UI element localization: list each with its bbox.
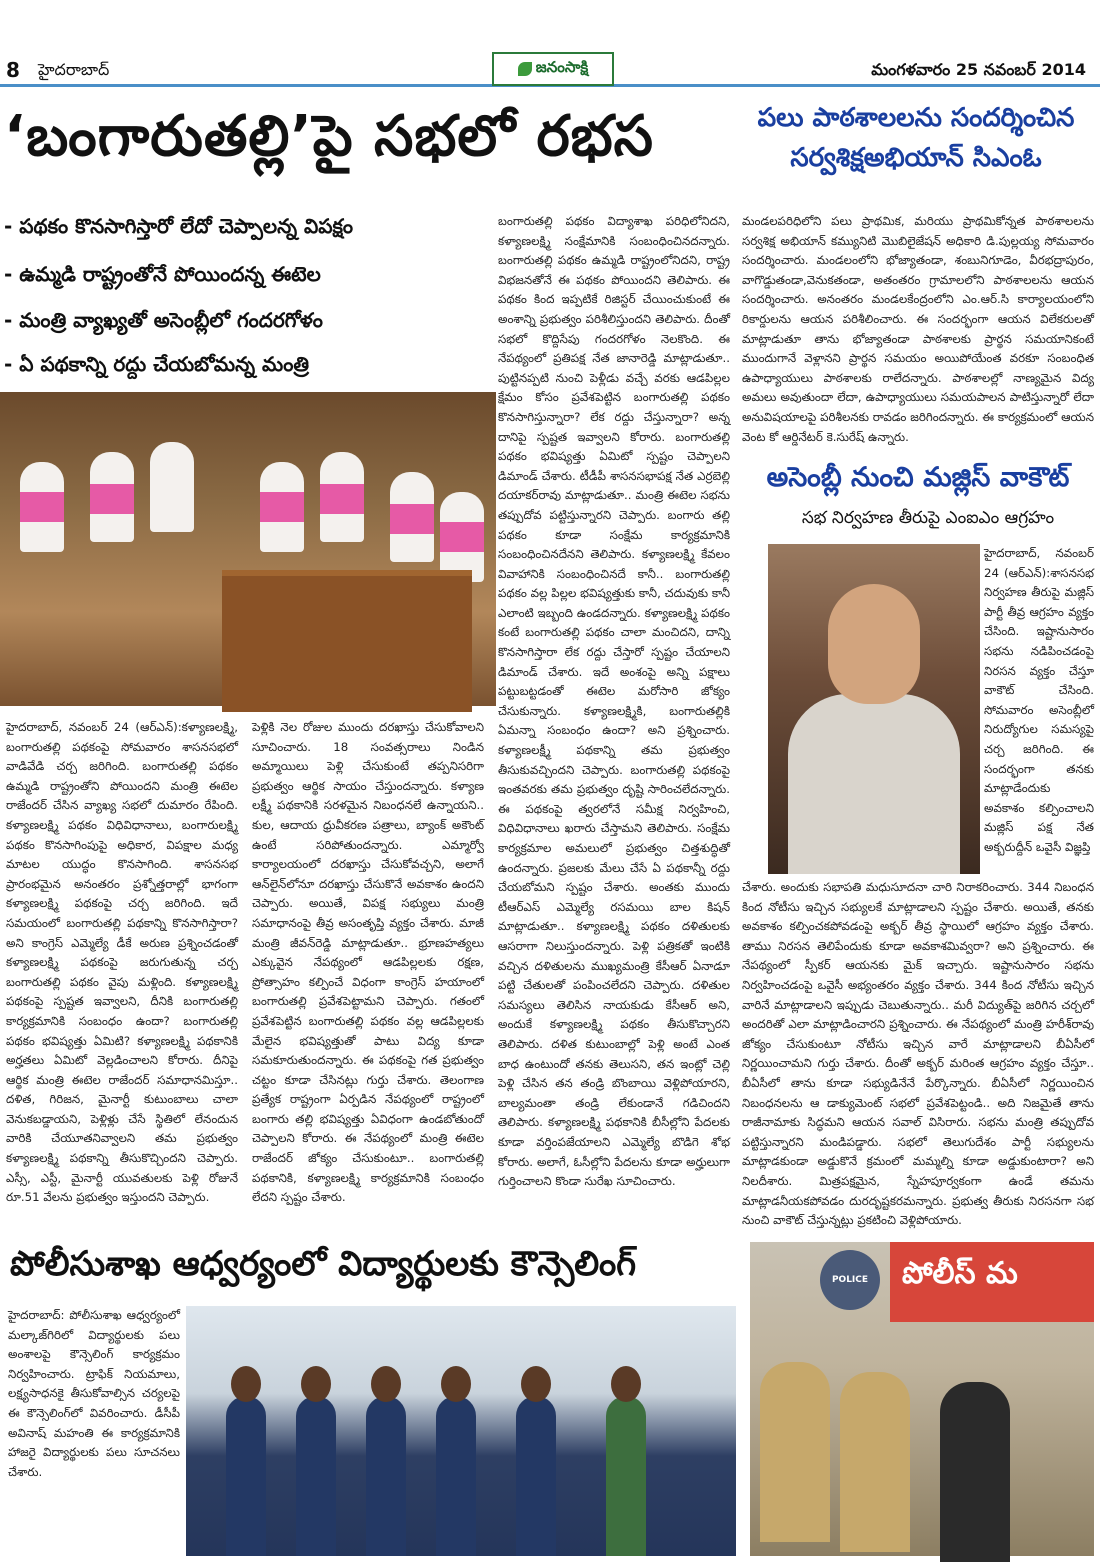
column-text: పెళ్లికి నెల రోజుల ముందు దరఖాస్తు చేసుకోవాలని సూచించారు. 18 సంవత్సరాలు నిండిన అమ్మాయిలు పెళ్లి చేసుకుంటే తప్పనిసరిగా ప్రభుత్వం ఆర్థిక సాయం చేస్తుందన్నారు. కళ్యాణ లక్ష్మీ పథకానికి సరళమైన నిబంధనలే ఉన్నాయని.. కుల, ఆదాయ ధ్రువీకరణ పత్రాలు, బ్యాంక్‌ అకౌంట్‌ ఉంటే సరిపోతుందన్నారు. ఎమ్మార్వో కార్యాలయంలో దరఖాస్తు చేసుకోవచ్చని, అలాగే ఆన్‌లైన్‌లోనూ దరఖాస్తు చేసుకొనే అవకాశం ఉందని చెప్పారు. అయితే, విపక్ష సభ్యులు మంత్రి సమాధానంపై తీవ్ర అసంతృప్తి వ్యక్తం చేశారు. మాజీ మంత్రి జీవన్‌రెడ్డి మాట్లాడుతూ.. భ్రూణహత్యలు ఎక్కువైన నేపథ్యంలో ఆడపిల్లలకు రక్షణ, ప్రోత్సాహం కల్పించే విధంగా కాంగ్రెస్‌ హయాంలో బంగారుతల్లి ప్రవేశపెట్టామని చెప్పారు. గతంలో ప్రవేశపెట్టిన బంగారుతల్లి పథకం వల్ల ఆడపిల్లలకు మేలైన భవిష్యత్తుతో పాటు విద్య కూడా సమకూరుతుందన్నారు. ఈ పథకంపై గత ప్రభుత్వం చట్టం కూడా చేసినట్లు గుర్తు చేశారు. తెలంగాణ ప్రత్యేక రాష్ట్రంగా ఏర్పడిన నేపథ్యంలో రాష్ట్రంలో బంగారు తల్లి భవిష్యత్తు ఏవిధంగా ఉండబోతుందో చెప్పాలని కోరారు. ఈ నేపథ్యంలో మంత్రి ఈటెల రాజేందర్‌ జోక్యం చేసుకుంటూ.. బంగారుతల్లి పథకానికి, కళ్యాణలక్ష్మి కార్యక్రమానికి సంబంధం లేదని స్పష్టం చేశారు. xyxy=(252,720,484,1205)
side-headline-schools xyxy=(740,98,1092,178)
column-text: చేశారు. అందుకు సభాపతి మధుసూదనా చారి నిరాకరించారు. 344 నిబంధన కింద నోటీసు ఇచ్చిన సభ్యులకే మాట్లాడాలని స్పష్టం చేశారు. అయితే, తనకు అవకాశం కల్పించకపోవడంపై అక్బర్‌ తీవ్ర స్థాయిలో ఆగ్రహం వ్యక్తం చేశారు. తాము నిరసన తెలిపేందుకు కూడా అవకాశమివ్వరా? అని ప్రశ్నించారు. ఈ నేపథ్యంలో స్పీకర్‌ ఆయనకు మైక్‌ ఇచ్చారు. ఇష్టానుసారం సభను నిర్వహించడంపై ఒవైసీ అభ్యంతరం వ్యక్తం చేశారు. 344 కింద నోటీసు ఇచ్చిన వారినే మాట్లాడాలని ఇప్పుడు చెబుతున్నారు.. మరీ విద్యుత్‌పై జరిగిన చర్చలో అందరితో ఎలా మాట్లాడించారని ప్రశ్నించారు. ఈ నేపథ్యంలో మంత్రి హరీశ్‌రావు జోక్యం చేసుకుంటూ నోటీసు ఇచ్చిన వారే మాట్లాడాలని బీఏసీలో నిర్ణయించామని గుర్తు చేశారు. దీంతో అక్బర్‌ మరింత ఆగ్రహం వ్యక్తం చేస్తూ.. బీఏసీలో తాను కూడా సభ్యుడినేనే పేర్కొన్నారు. బీఏసీలో నిర్ణయించిన నిబంధనలను ఆ డాక్యుమెంట్‌ సభలో ప్రవేశపెట్టండి.. అది నిజమైతే తాను రాజీనామాకు సిద్ధమని ఆయన సవాల్‌ విసిరారు. సభను మంత్రి తప్పుదోవ పట్టిస్తున్నారని మండిపడ్డారు. సభలో తెలుగుదేశం పార్టీ సభ్యులను మాట్లాడకుండా అడ్డుకొనే క్రమంలో మమ్మల్ని కూడా అడ్డుకుంటారా? అని నిలదీశారు. మిత్రపక్షమైన, స్నేహపూర్వకంగా ఉండే తమను మాట్లాడనీయకపోవడం దురదృష్టకరమన్నారు. ప్రభుత్వ తీరుకు నిరసనగా సభ నుంచి వాకౌట్‌ చేస్తున్నట్లు ప్రకటించి వెళ్లిపోయారు. xyxy=(742,880,1094,1228)
main-story-column-3 xyxy=(498,212,730,1218)
main-headline: ‘బంగారుతల్లి’పై సభలో రభస xyxy=(4,104,654,169)
side-subheadline: సభ నిర్వహణ తీరుపై ఎంఐఎం ఆగ్రహం xyxy=(801,508,1055,528)
police-badge: POLICE xyxy=(820,1250,880,1310)
banner-text: పోలీస్ మ xyxy=(902,1256,1018,1291)
main-story-column-1 xyxy=(6,718,238,1218)
leaf-icon xyxy=(518,62,532,76)
side-headline-line-1: పలు పాఠశాలలను సందర్శించిన xyxy=(757,103,1075,133)
assembly-photo xyxy=(0,392,496,706)
event-banner xyxy=(890,1242,1094,1322)
bottom-headline: పోలీసుశాఖ ఆధ్వర్యంలో విద్యార్థులకు కౌన్సెలింగ్ xyxy=(10,1244,637,1284)
column-text: బంగారుతల్లి పథకం విద్యాశాఖ పరిధిలోనిదని, కళ్యాణలక్ష్మి సంక్షేమానికి సంబంధించినదన్నారు. బంగారుతల్లి పథకం ఉమ్మడి రాష్ట్రంలోనిదని, రాష్ట్ర విభజనతోనే ఈ పథకం పోయిందని తెలిపారు. ఈ పథకం కింద ఇప్పటికే రిజిస్టర్‌ చేయించుకుంటే ఈ అంశాన్ని ప్రభుత్వం పరిశీలిస్తుందని తెలిపారు. దీంతో సభలో కొద్దిసేపు గందరగోళం నెలకొంది. ఈ నేపథ్యంలో ప్రతిపక్ష నేత జానారెడ్డి మాట్లాడుతూ.. పుట్టినప్పటి నుంచి పెళ్లీడు వచ్చే వరకు ఆడపిల్లల క్షేమం కోసం ప్రవేశపెట్టిన బంగారుతల్లి పథకం కొనసాగిస్తున్నారా? లేక రద్దు చేస్తున్నారా? అన్న దానిపై స్పష్టత ఇవ్వాలని కోరారు. బంగారుతల్లి పథకం భవిష్యత్తు ఏమిటో స్పష్టం చెప్పాలని డిమాండ్‌ చేశారు. టీడీపీ శాసనసభాపక్ష నేత ఎర్రబెల్లి దయాకర్‌రావు మాట్లాడుతూ.. మంత్రి ఈటెల సభను తప్పుదోవ పట్టిస్తున్నారని చెప్పారు. బంగారు తల్లి పథకం కూడా సంక్షేమ కార్యక్రమానికి సంబంధించినదేనని తెలిపారు. కళ్యాణలక్ష్మి కేవలం వివాహానికి సంబంధించినదే కానీ.. బంగారుతల్లి పథకం వల్ల పిల్లల భవిష్యత్తుకు కానీ, చదువుకు కానీ ఎలాంటి ఇబ్బంది ఉండదన్నారు. కళ్యాణలక్ష్మి పథకం కంటే బంగారుతల్లి పథకం చాలా మంచిదని, దాన్ని కొనసాగిస్తారా లేక రద్దు చేస్తారో స్పష్టం చేయాలని డిమాండ్‌ చేశారు. ఇదే అంశంపై అన్ని పక్షాలు పట్టుబట్టడంతో ఈటెల మరోసారి జోక్యం చేసుకున్నారు. కళ్యాణలక్ష్మికి, బంగారుతల్లికి ఏమన్నా సంబంధం ఉందా? అని ప్రశ్నించారు. కళ్యాణలక్ష్మీ పథకాన్ని తమ ప్రభుత్వం తీసుకువచ్చిందని చెప్పారు. బంగారుతల్లి పథకంపై ఇంతవరకు తమ ప్రభుత్వం దృష్టి సారించలేదన్నారు. ఈ పథకంపై త్వరలోనే సమీక్ష నిర్వహించి, విధివిధానాలు ఖరారు చేస్తామని తెలిపారు. సంక్షేమ కార్యక్రమాల అమలులో ప్రభుత్వం చిత్తశుద్ధితో ఉందన్నారు. ప్రజలకు మేలు చేసే ఏ పథకాన్నీ రద్దు చేయబోమని స్పష్టం చేశారు. అంతకు ముందు టీఆర్‌ఎస్‌ ఎమ్మెల్యే రసమయి బాల కిషన్‌ మాట్లాడుతూ.. కళ్యాణలక్ష్మి పథకం దళితులకు ఆసరాగా నిలుస్తుందన్నారు. పెళ్లి పత్రికతో ఇంటికి వచ్చిన దళితులను ముఖ్యమంత్రి కేసీఆర్‌ ఏనాడూ పట్టి చేతులతో పంపించలేదని చెప్పారు. దళితుల సమస్యలు తెలిసిన నాయకుడు కేసీఆర్‌ అని, అందుకే కళ్యాణలక్ష్మి పథకం తీసుకొచ్చారని తెలిపారు. దళిత కుటుంబాల్లో పెళ్లి అంటే ఎంత బాధ ఉంటుందో తనకు తెలుసని, తన ఇంట్లో చెల్లి పెళ్లి చేసిన తన తండ్రి బొంబాయి వెళ్లిపోయారని, బాల్యమంతా తండ్రి లేకుండానే గడిచిందని తెలిపారు. కళ్యాణలక్ష్మి పథకానికి బీసీల్లోని పేదలకు కూడా వర్తింపజేయాలని ఎమ్మెల్యే బొడిగె శోభ కోరారు. అలాగే, ఓసీల్లోని పేదలను కూడా అర్హులుగా గుర్తించాలని కొండా సురేఖ సూచించారు. xyxy=(498,214,730,1189)
masthead-logo xyxy=(492,52,614,86)
column-text: హైదరాబాద్, నవంబర్ 24 (ఆర్‌ఎన్‌):శాసనసభ నిర్వహణ తీరుపై మజ్లిస్‌ పార్టీ తీవ్ర ఆగ్రహం వ్యక్తం చేసింది. ఇష్టానుసారం సభను నడిపించడంపై నిరసన వ్యక్తం చేస్తూ వాకౌట్‌ చేసింది. సోమవారం అసెంబ్లీలో నిరుద్యోగుల సమస్యపై చర్చ జరిగింది. ఈ సందర్భంగా తనకు మాట్లాడేందుకు అవకాశం కల్పించాలని మజ్లిస్‌ పక్ష నేత అక్బరుద్దీన్‌ ఒవైసీ విజ్ఞప్తి xyxy=(984,546,1094,854)
main-story-column-2 xyxy=(252,718,484,1218)
column-text: మండలపరిధిలోని పలు ప్రాథమిక, మరియు ప్రాథమికోన్నత పాఠశాలలను సర్వశిక్ష అభియాన్ కమ్యునిటి మొబిలైజేషన్ అధికారి డి.పుల్లయ్య సోమవారం సందర్శించారు. మండలంలోని భోజ్యాతండా, శంబునిగూడెం, వీరభద్రాపురం, వాగొడ్డుతండా,వెనుకతండా, అతంతరం గ్రామాలలోని పాఠశాలలను ఆయన సందర్శించారు. అనంతరం మండలకేంద్రంలోని ఎం.ఆర్.సి కార్యాలయంలోని రికార్డులను ఆయన పరిశీలించారు. ఈ సందర్భంగా ఆయన విలేకరులతో మాట్లాడుతూ తాను భోజ్యాతండా పాఠశాలకు ప్రార్థన సమయానికంటే ముందుగానే వెళ్లానని ప్రార్థన సమయం అయిపోయేంత వరకూ సంబంధిత ఉపాధ్యాయులు పాఠశాలకు రాలేదన్నారు. పాఠశాలల్లో నాణ్యమైన విద్య అమలు అవుతుందా లేదా, ఉపాధ్యాయులు సమయపాలన పాటిస్తున్నారో లేదా అనువిషయాలపై పరిశీలనకు రావడం జరిగిందన్నారు. ఈ కార్యక్రమంలో ఆయన వెంట కో ఆర్డినేటర్ కె.సురేష్ ఉన్నారు. xyxy=(742,214,1094,444)
bullet-point: - ఉమ్మడి రాష్ట్రంతోనే పోయిందన్న ఈటెల xyxy=(4,262,321,286)
students-photo xyxy=(186,1306,736,1556)
side-headline-line-2: సర్వశిక్షఅభియాన్ సిఎంఓ xyxy=(790,143,1042,173)
bullet-point: - పథకం కొనసాగిస్తారో లేదో చెప్పాలన్న విపక్షం xyxy=(4,214,354,238)
side-story-walkout-wide xyxy=(742,878,1094,1228)
city-label: హైదరాబాద్ xyxy=(38,60,110,79)
bullet-point: - మంత్రి వ్యాఖ్యతో అసెంబ్లీలో గందరగోళం xyxy=(4,308,323,332)
side-headline-walkout: అసెంబ్లీ నుంచి మజ్లిస్‌ వాకౌట్‌ xyxy=(766,462,1070,493)
speaker-photo xyxy=(768,544,980,874)
date-label: మంగళవారం 25 నవంబర్ 2014 xyxy=(871,60,1086,79)
side-story-schools-body xyxy=(742,212,1094,444)
column-text: హైదరాబాద్, నవంబర్ 24 (ఆర్‌ఎన్‌):కళ్యాణలక్ష్మి, బంగారుతల్లి పథకంపై సోమవారం శాసనసభలో వాడివేడి చర్చ జరిగింది. బంగారుతల్లి పథకం ఉమ్మడి రాష్ట్రంతోని పోయిందని మంత్రి ఈటెల రాజేందర్‌ చేసిన వ్యాఖ్య సభలో దుమారం రేపింది. కళ్యాణలక్ష్మి పథకం విధివిధానాలు, బంగారులక్ష్మి పథకం కొనసాగింపుపై అధికార, విపక్షాల మధ్య మాటల యుద్ధం కొనసాగింది. శాసనసభ ప్రారంభమైన అనంతరం ప్రశ్నోత్తరాల్లో భాగంగా కళ్యాణలక్ష్మి పథకంపై చర్చ జరిగింది. ఇదే సమయంలో బంగారుతల్లి పథకాన్ని కొనసాగిస్తారా? అని కాంగ్రెస్‌ ఎమ్మెల్యే డీకే అరుణ ప్రశ్నించడంతో కళ్యాణలక్ష్మి పథకంపై జరుగుతున్న చర్చ బంగారుతల్లి పథకం వైపు మళ్లింది. కళ్యాణలక్ష్మి పథకంపై స్పష్టత ఇవ్వాలని, దీనికి బంగారుతల్లి కార్యక్రమానికి సంబంధం ఉందా? బంగారుతల్లి పథకం భవిష్యత్తు ఏమిటి? కళ్యాణలక్ష్మి పథకానికి అర్హతలు ఏమిటో వెల్లడించాలని కోరారు. దీనిపై ఆర్థిక మంత్రి ఈటెల రాజేందర్‌ సమాధానమిస్తూ.. దళిత, గిరిజన, మైనార్టీ కుటుంబాలు చాలా వెనుకబడ్డాయని, పెళ్లిళ్లు చేసే స్థితిలో లేనందున వారికి చేయూతనివ్వాలని తమ ప్రభుత్వం కళ్యాణలక్ష్మి పథకాన్ని తీసుకొచ్చిందని చెప్పారు. ఎస్సీ, ఎస్టీ, మైనార్టీ యువతులకు పెళ్లి రోజునే రూ.51 వేలను ప్రభుత్వం ఇస్తుందని చెప్పారు. xyxy=(6,720,238,1205)
side-story-walkout-narrow xyxy=(984,544,1094,874)
page-number: 8 xyxy=(6,58,20,82)
masthead-text: జనంసాక్షి xyxy=(535,58,589,76)
police-event-photo xyxy=(750,1242,1094,1556)
bottom-story-body: హైదరాబాద్: పోలీసుశాఖ ఆధ్వర్యంలో మల్కాజ్‌గిరిలో విద్యార్థులకు పలు అంశాలపై కౌన్సెలింగ్ కార్యక్రమం నిర్వహించారు. ట్రాఫిక్ నియమాలు, లక్ష్యసాధనకై తీసుకోవాల్సిన చర్యలపై ఈ కౌన్సెలింగ్‌లో వివరించారు. డీసీపీ అవినాష్ మహంతి ఈ కార్యక్రమానికి హాజరై విద్యార్థులకు పలు సూచనలు చేశారు. xyxy=(8,1308,180,1479)
bullet-point: - ఏ పథకాన్ని రద్దు చేయబోమన్న మంత్రి xyxy=(4,352,309,376)
